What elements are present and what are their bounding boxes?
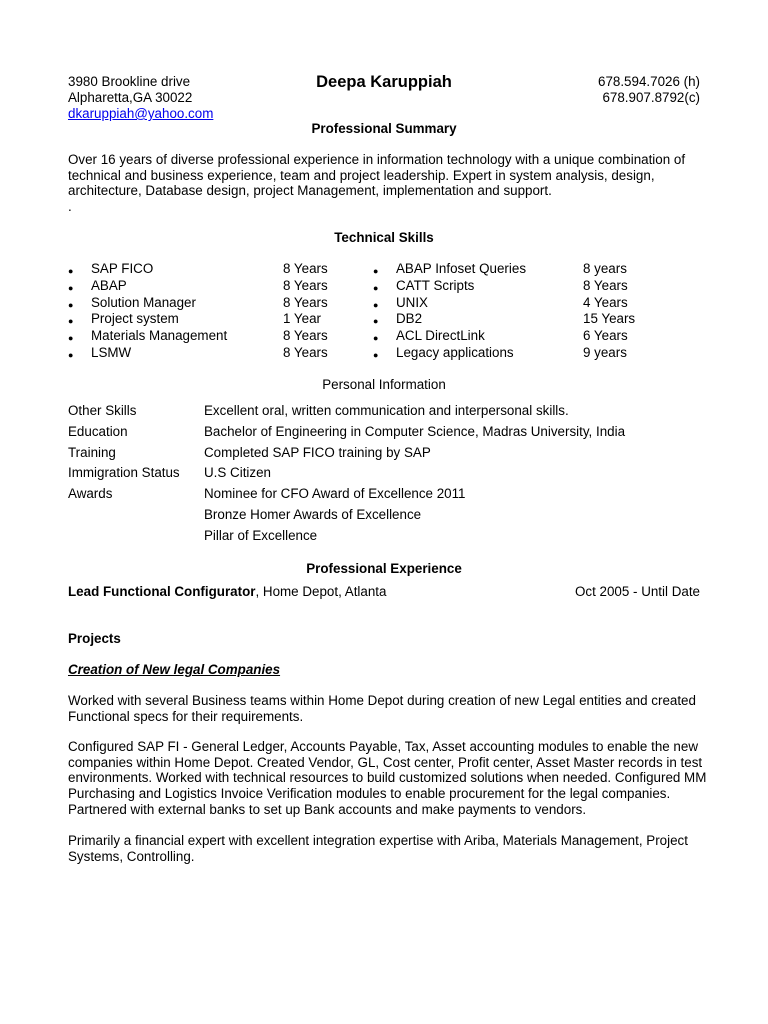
personal-info-value: Bronze Homer Awards of Excellence	[204, 507, 422, 522]
skill-years: 15 Years	[583, 311, 636, 327]
personal-info-label: Immigration Status	[68, 465, 180, 481]
skill-name: ACL DirectLink	[396, 328, 485, 344]
project-paragraph-2: Configured SAP FI - General Ledger, Accounts Payable, Tax, Asset accounting modules to enable the new companies within Home Depot. Created Vendor, GL, Cost center, Profit center, Asset Master records in test environments. Worked with technical resources to build customized solutions when needed. Configured MM Purchasing and Logistics Invoice Verification modules to enable procurement for the legal companies. Partnered with external banks to set up Bank accounts and make payments to vendors.	[68, 739, 707, 817]
skill-name: ABAP	[91, 277, 127, 293]
project-title: Creation of New legal Companies	[68, 662, 281, 677]
technical-skills-heading: Technical Skills	[334, 230, 434, 245]
address-line-2: Alpharetta,GA 30022	[68, 90, 193, 105]
email-link[interactable]: dkaruppiah@yahoo.com	[68, 106, 214, 121]
bullet-icon: ●	[373, 333, 379, 344]
summary-trailing-dot: .	[68, 199, 72, 214]
bullet-icon: ●	[68, 299, 74, 310]
personal-info-label: Other Skills	[68, 403, 137, 418]
project-paragraph-3: Primarily a financial expert with excellent integration expertise with Ariba, Materials Management, Project Systems, Controlling.	[68, 833, 688, 864]
skill-years: 6 Years	[583, 328, 628, 344]
skill-name: Legacy applications	[396, 345, 514, 360]
bullet-icon: ●	[68, 316, 74, 327]
skill-years: 4 Years	[583, 294, 628, 310]
job-dates: Oct 2005 - Until Date	[574, 584, 700, 599]
personal-info-value: U.S Citizen	[204, 465, 271, 481]
personal-info-value: Nominee for CFO Award of Excellence 2011	[204, 486, 466, 502]
bullet-icon: ●	[373, 350, 379, 360]
personal-info-label: Training	[68, 444, 116, 460]
skill-name: DB2	[396, 311, 423, 327]
skill-name: SAP FICO	[91, 261, 154, 276]
bullet-icon: ●	[68, 282, 74, 293]
skill-years: 9 years	[583, 345, 627, 360]
job-role: Lead Functional Configurator	[68, 584, 256, 599]
personal-info-label: Awards	[68, 486, 113, 502]
skill-years: 8 Years	[283, 294, 328, 310]
skill-name: Project system	[91, 311, 179, 327]
bullet-icon: ●	[373, 316, 379, 327]
skill-years: 8 Years	[283, 277, 328, 293]
skill-name: ABAP Infoset Queries	[396, 261, 527, 276]
summary-heading: Professional Summary	[311, 121, 457, 136]
personal-info-value: Completed SAP FICO training by SAP	[204, 444, 431, 460]
skill-years: 8 Years	[583, 277, 628, 293]
bullet-icon: ●	[373, 282, 379, 293]
summary-text: Over 16 years of diverse professional experience in information technology with a unique combination of technical and business experience, team and project leadership. Expert in system analysis, design, architecture, Database design, project Management, implementation and support.	[68, 152, 686, 199]
projects-heading: Projects	[68, 631, 121, 646]
personal-info-value: Excellent oral, written communication and interpersonal skills.	[204, 403, 569, 418]
skill-name: Materials Management	[91, 328, 228, 344]
skill-name: CATT Scripts	[396, 277, 475, 293]
skill-name: Solution Manager	[91, 294, 196, 310]
candidate-name: Deepa Karuppiah	[316, 73, 452, 91]
skill-name: LSMW	[91, 345, 132, 360]
experience-heading: Professional Experience	[306, 561, 462, 576]
personal-info-label: Education	[68, 423, 128, 439]
skill-years: 8 Years	[283, 328, 328, 344]
skill-name: UNIX	[396, 294, 428, 310]
skill-years: 1 Year	[283, 311, 321, 327]
bullet-icon: ●	[373, 299, 379, 310]
personal-info-heading: Personal Information	[322, 377, 446, 392]
bullet-icon: ●	[68, 266, 74, 276]
personal-info-value: Bachelor of Engineering in Computer Science, Madras University, India	[204, 423, 626, 439]
personal-info-value: Pillar of Excellence	[204, 527, 318, 543]
phone-home: 678.594.7026 (h)	[598, 74, 700, 89]
skill-years: 8 Years	[283, 261, 328, 276]
project-paragraph-1: Worked with several Business teams within Home Depot during creation of new Legal entities and created Functional specs for their requirements.	[68, 693, 696, 724]
job-title-line	[68, 584, 386, 600]
bullet-icon: ●	[68, 333, 74, 344]
job-employer: , Home Depot, Atlanta	[255, 584, 387, 599]
address-line-1: 3980 Brookline drive	[68, 74, 191, 89]
skill-years: 8 years	[583, 261, 627, 276]
phone-cell: 678.907.8792(c)	[602, 90, 700, 105]
skill-years: 8 Years	[283, 345, 328, 360]
bullet-icon: ●	[68, 350, 74, 360]
bullet-icon: ●	[373, 266, 379, 276]
